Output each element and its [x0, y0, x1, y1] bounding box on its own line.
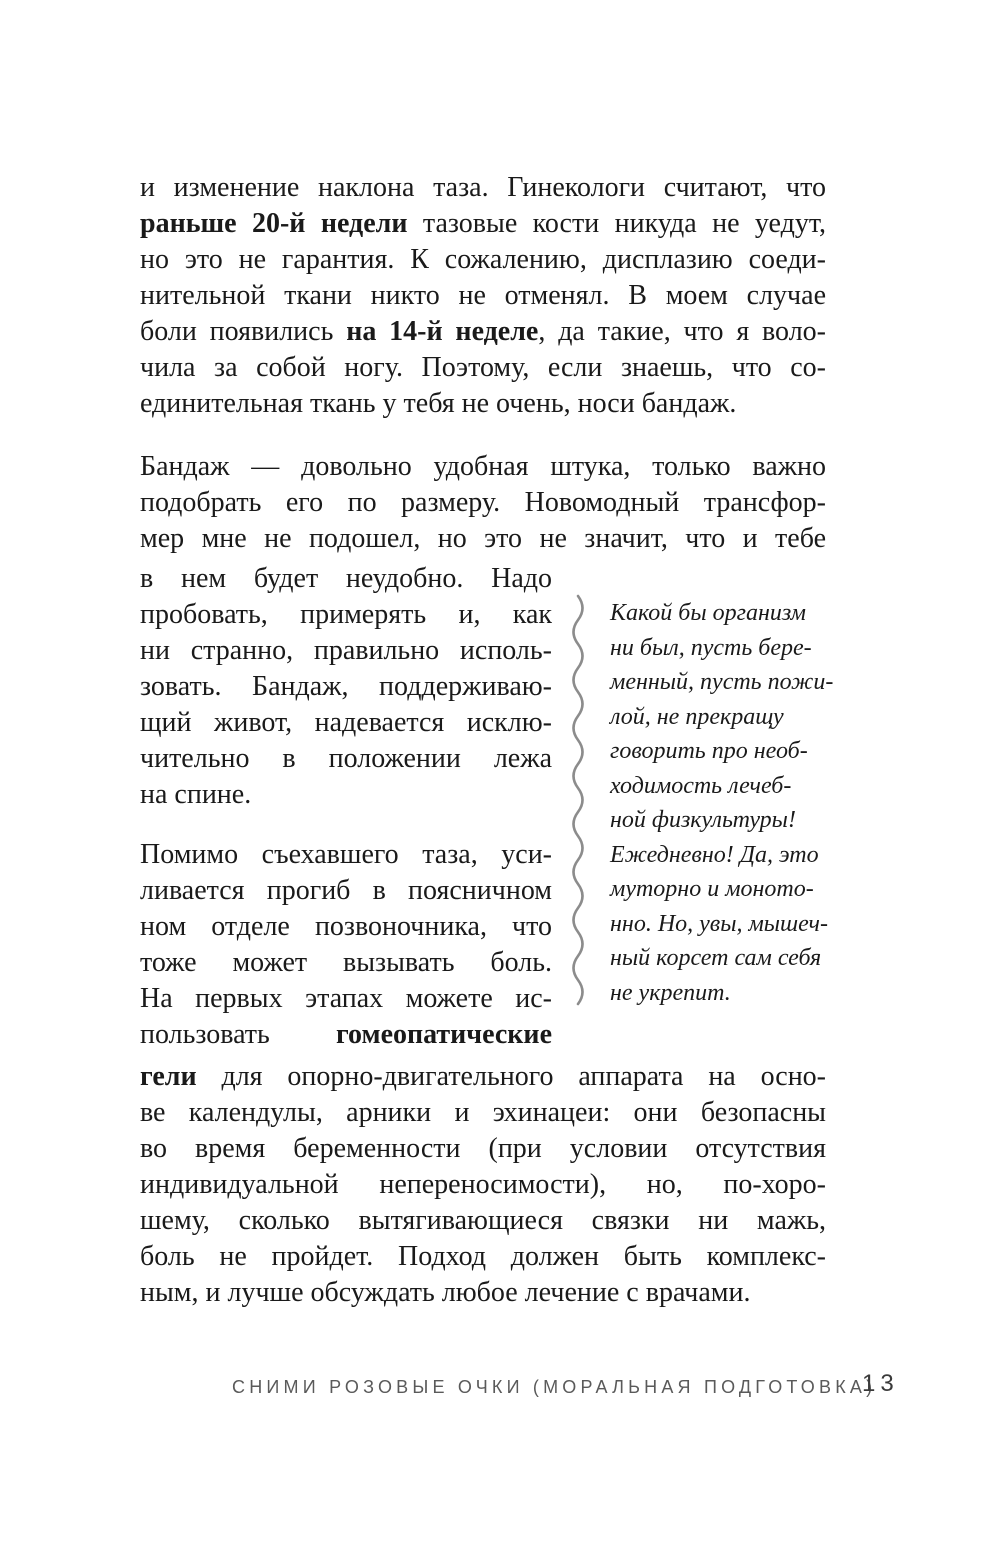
text-line: пробовать, примерять и, как	[140, 599, 552, 630]
text-line: во время беременности (при условии отсутствия	[140, 1133, 826, 1164]
page-number: 13	[862, 1370, 899, 1397]
text-line: тоже может вызывать боль.	[140, 947, 552, 978]
text-line: чила за собой ногу. Поэтому, если знаешь, что со-	[140, 352, 826, 383]
quote-line: Ежедневно! Да, это	[610, 841, 819, 868]
bold-phrase: гомеопатические	[336, 1019, 552, 1050]
text-line: ном отделе позвоночника, что	[140, 911, 552, 942]
quote-line: говорить про необ-	[610, 738, 808, 764]
text-line: раньше 20-й недели тазовые кости никуда не уедут,	[140, 208, 826, 239]
text-line: нительной ткани никто не отменял. В моем случае	[140, 280, 826, 311]
quote-line: лой, не прекращу	[610, 703, 784, 730]
quote-line: менный, пусть пожи-	[610, 669, 834, 695]
text-line: мер мне не подошел, но это не значит, что и тебе	[140, 523, 826, 554]
quote-line: муторно и моното-	[610, 876, 814, 902]
text-line: зовать. Бандаж, поддерживаю-	[140, 671, 552, 702]
paragraph-3-narrow	[140, 837, 552, 1053]
text-line: ным, и лучше обсуждать любое лечение с врачами.	[140, 1277, 751, 1308]
sidebar-quote	[610, 596, 900, 1010]
text-line: боли появились на 14-й неделе, да такие, что я воло-	[140, 316, 826, 347]
text-line: чительно в положении лежа	[140, 743, 552, 774]
text-line: подобрать его по размеру. Новомодный трансфор-	[140, 487, 826, 518]
text-line: пользовать гомеопатические	[140, 1019, 552, 1050]
quote-line: ный корсет сам себя	[610, 945, 822, 971]
text-line: на спине.	[140, 779, 252, 810]
running-title: СНИМИ РОЗОВЫЕ ОЧКИ (МОРАЛЬНАЯ ПОДГОТОВКА)	[232, 1377, 877, 1397]
text-line: Помимо съехавшего таза, уси-	[140, 839, 552, 870]
text-line: ни странно, правильно исполь-	[140, 635, 552, 666]
text-line: Бандаж — довольно удобная штука, только важно	[140, 451, 826, 482]
quote-line: ни был, пусть бере-	[610, 634, 812, 661]
quote-line: ходимость лечеб-	[610, 772, 792, 799]
text-line: ливается прогиб в поясничном	[140, 875, 552, 906]
text-line: На первых этапах можете ис-	[140, 983, 552, 1014]
bold-phrase: на 14-й неделе	[346, 316, 539, 347]
text-line: шему, сколько вытягивающиеся связки ни мажь,	[140, 1205, 826, 1236]
text-line: но это не гарантия. К сожалению, дисплазию соеди-	[140, 244, 826, 275]
text-line: в нем будет неудобно. Надо	[140, 563, 552, 594]
text-line: и изменение наклона таза. Гинекологи считают, что	[140, 172, 826, 203]
text-line: ве календулы, арники и эхинацеи: они безопасны	[140, 1097, 826, 1128]
text-line: индивидуальной непереносимости), но, по-хоро-	[140, 1169, 826, 1200]
quote-line: не укрепит.	[610, 979, 731, 1006]
paragraph-1	[140, 170, 826, 422]
paragraph-2	[140, 449, 826, 557]
text-line: единительная ткань у тебя не очень, носи бандаж.	[140, 388, 737, 419]
text-line: щий живот, надевается исклю-	[140, 707, 552, 738]
quote-line: ной физкультуры!	[610, 807, 796, 833]
paragraph-3-wide	[140, 1059, 826, 1311]
text-line: гели для опорно-двигательного аппарата на осно-	[140, 1061, 826, 1092]
text-line: боль не пройдет. Подход должен быть комплекс-	[140, 1241, 826, 1272]
bold-phrase: раньше 20-й недели	[140, 208, 408, 239]
quote-line: Какой бы организм	[610, 600, 806, 626]
wavy-divider-icon	[566, 592, 590, 1024]
paragraph-2-narrow	[140, 561, 552, 813]
bold-phrase: гели	[140, 1061, 197, 1092]
quote-line: нно. Но, увы, мышеч-	[610, 910, 828, 937]
